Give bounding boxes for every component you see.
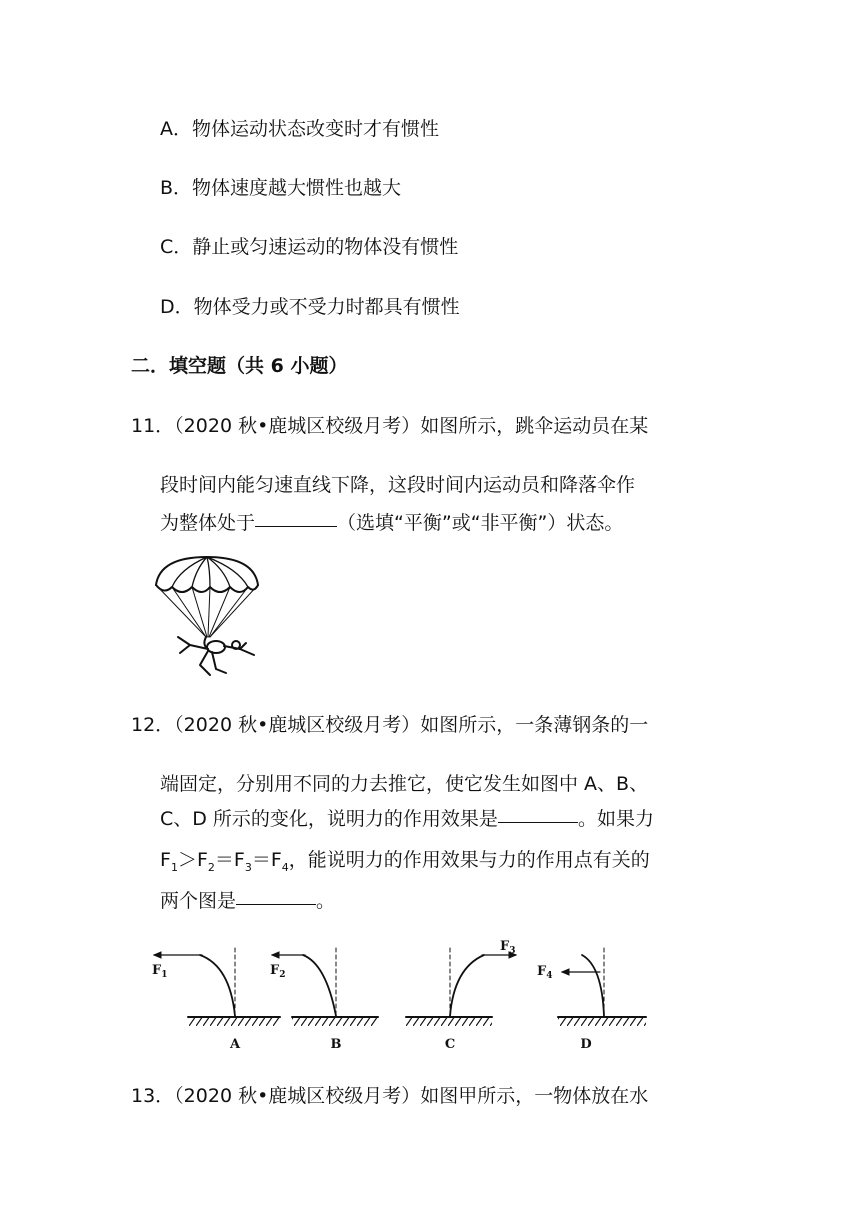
q11-line-3-start: 为整体处于: [160, 512, 256, 534]
q12-f1: F: [160, 849, 171, 871]
q12-line-5: [160, 886, 335, 913]
q12-f2: ＞F: [177, 849, 208, 871]
panel-a: [154, 948, 280, 1026]
panel-d: [558, 948, 646, 1026]
q12-line-3: [160, 804, 654, 831]
q12-f3: ＝F: [214, 849, 245, 871]
q11-answer-blank[interactable]: [255, 525, 337, 527]
force-label-f3: $F_3$: [500, 939, 516, 956]
panel-label-a: A: [229, 1037, 241, 1052]
parachute-figure: [150, 553, 265, 685]
force-label-f1: $F_1$: [152, 963, 168, 980]
q11-line-3: [160, 508, 623, 535]
q12-line-1: 12．（2020 秋•鹿城区校级月考）如图所示，一条薄钢条的一: [131, 714, 649, 736]
option-d: D．物体受力或不受力时都具有惯性: [160, 296, 460, 318]
q12-f4-sub: 4: [281, 860, 289, 874]
q12-f1-sub: 1: [170, 860, 178, 874]
q11-line-2: 段时间内能匀速直线下降，这段时间内运动员和降落伞作: [160, 474, 636, 496]
q11-line-1: 11．（2020 秋•鹿城区校级月考）如图所示，跳伞运动员在某: [131, 415, 649, 437]
q12-line-5-end: 。: [316, 890, 336, 912]
q12-f4: ＝F: [251, 849, 282, 871]
q12-line-2: 端固定，分别用不同的力去推它，使它发生如图中 A、B、: [160, 773, 649, 795]
panel-label-c: C: [444, 1037, 456, 1052]
q12-f2-sub: 2: [207, 860, 215, 874]
q12-line-4: [160, 845, 650, 874]
force-label-f2: $F_2$: [270, 963, 286, 980]
q12-line-5-start: 两个图是: [160, 890, 237, 912]
panel-c: [406, 948, 516, 1026]
q11-line-3-end: （选填“平衡”或“非平衡”）状态。: [337, 512, 624, 534]
force-label-f4: $F_4$: [537, 964, 553, 981]
panel-b: [272, 948, 378, 1026]
steel-strip-figure: [140, 936, 660, 1060]
section-title: 二．填空题（共 6 小题）: [131, 355, 348, 377]
q13-line-1: 13．（2020 秋•鹿城区校级月考）如图甲所示，一物体放在水: [131, 1085, 649, 1107]
q12-line-4-rest: ，能说明力的作用效果与力的作用点有关的: [288, 849, 650, 871]
q12-answer-blank-2[interactable]: [236, 903, 316, 905]
option-b: B．物体速度越大惯性也越大: [160, 177, 402, 199]
option-c: C．静止或匀速运动的物体没有惯性: [160, 236, 459, 258]
q12-f3-sub: 3: [244, 860, 252, 874]
q12-line-3-end: 。如果力: [577, 808, 654, 830]
option-a: A．物体运动状态改变时才有惯性: [160, 118, 439, 140]
q12-answer-blank-1[interactable]: [498, 821, 578, 823]
q12-line-3-start: C、D 所示的变化，说明力的作用效果是: [160, 808, 498, 830]
panel-label-d: D: [580, 1037, 592, 1052]
panel-label-b: B: [330, 1037, 342, 1052]
